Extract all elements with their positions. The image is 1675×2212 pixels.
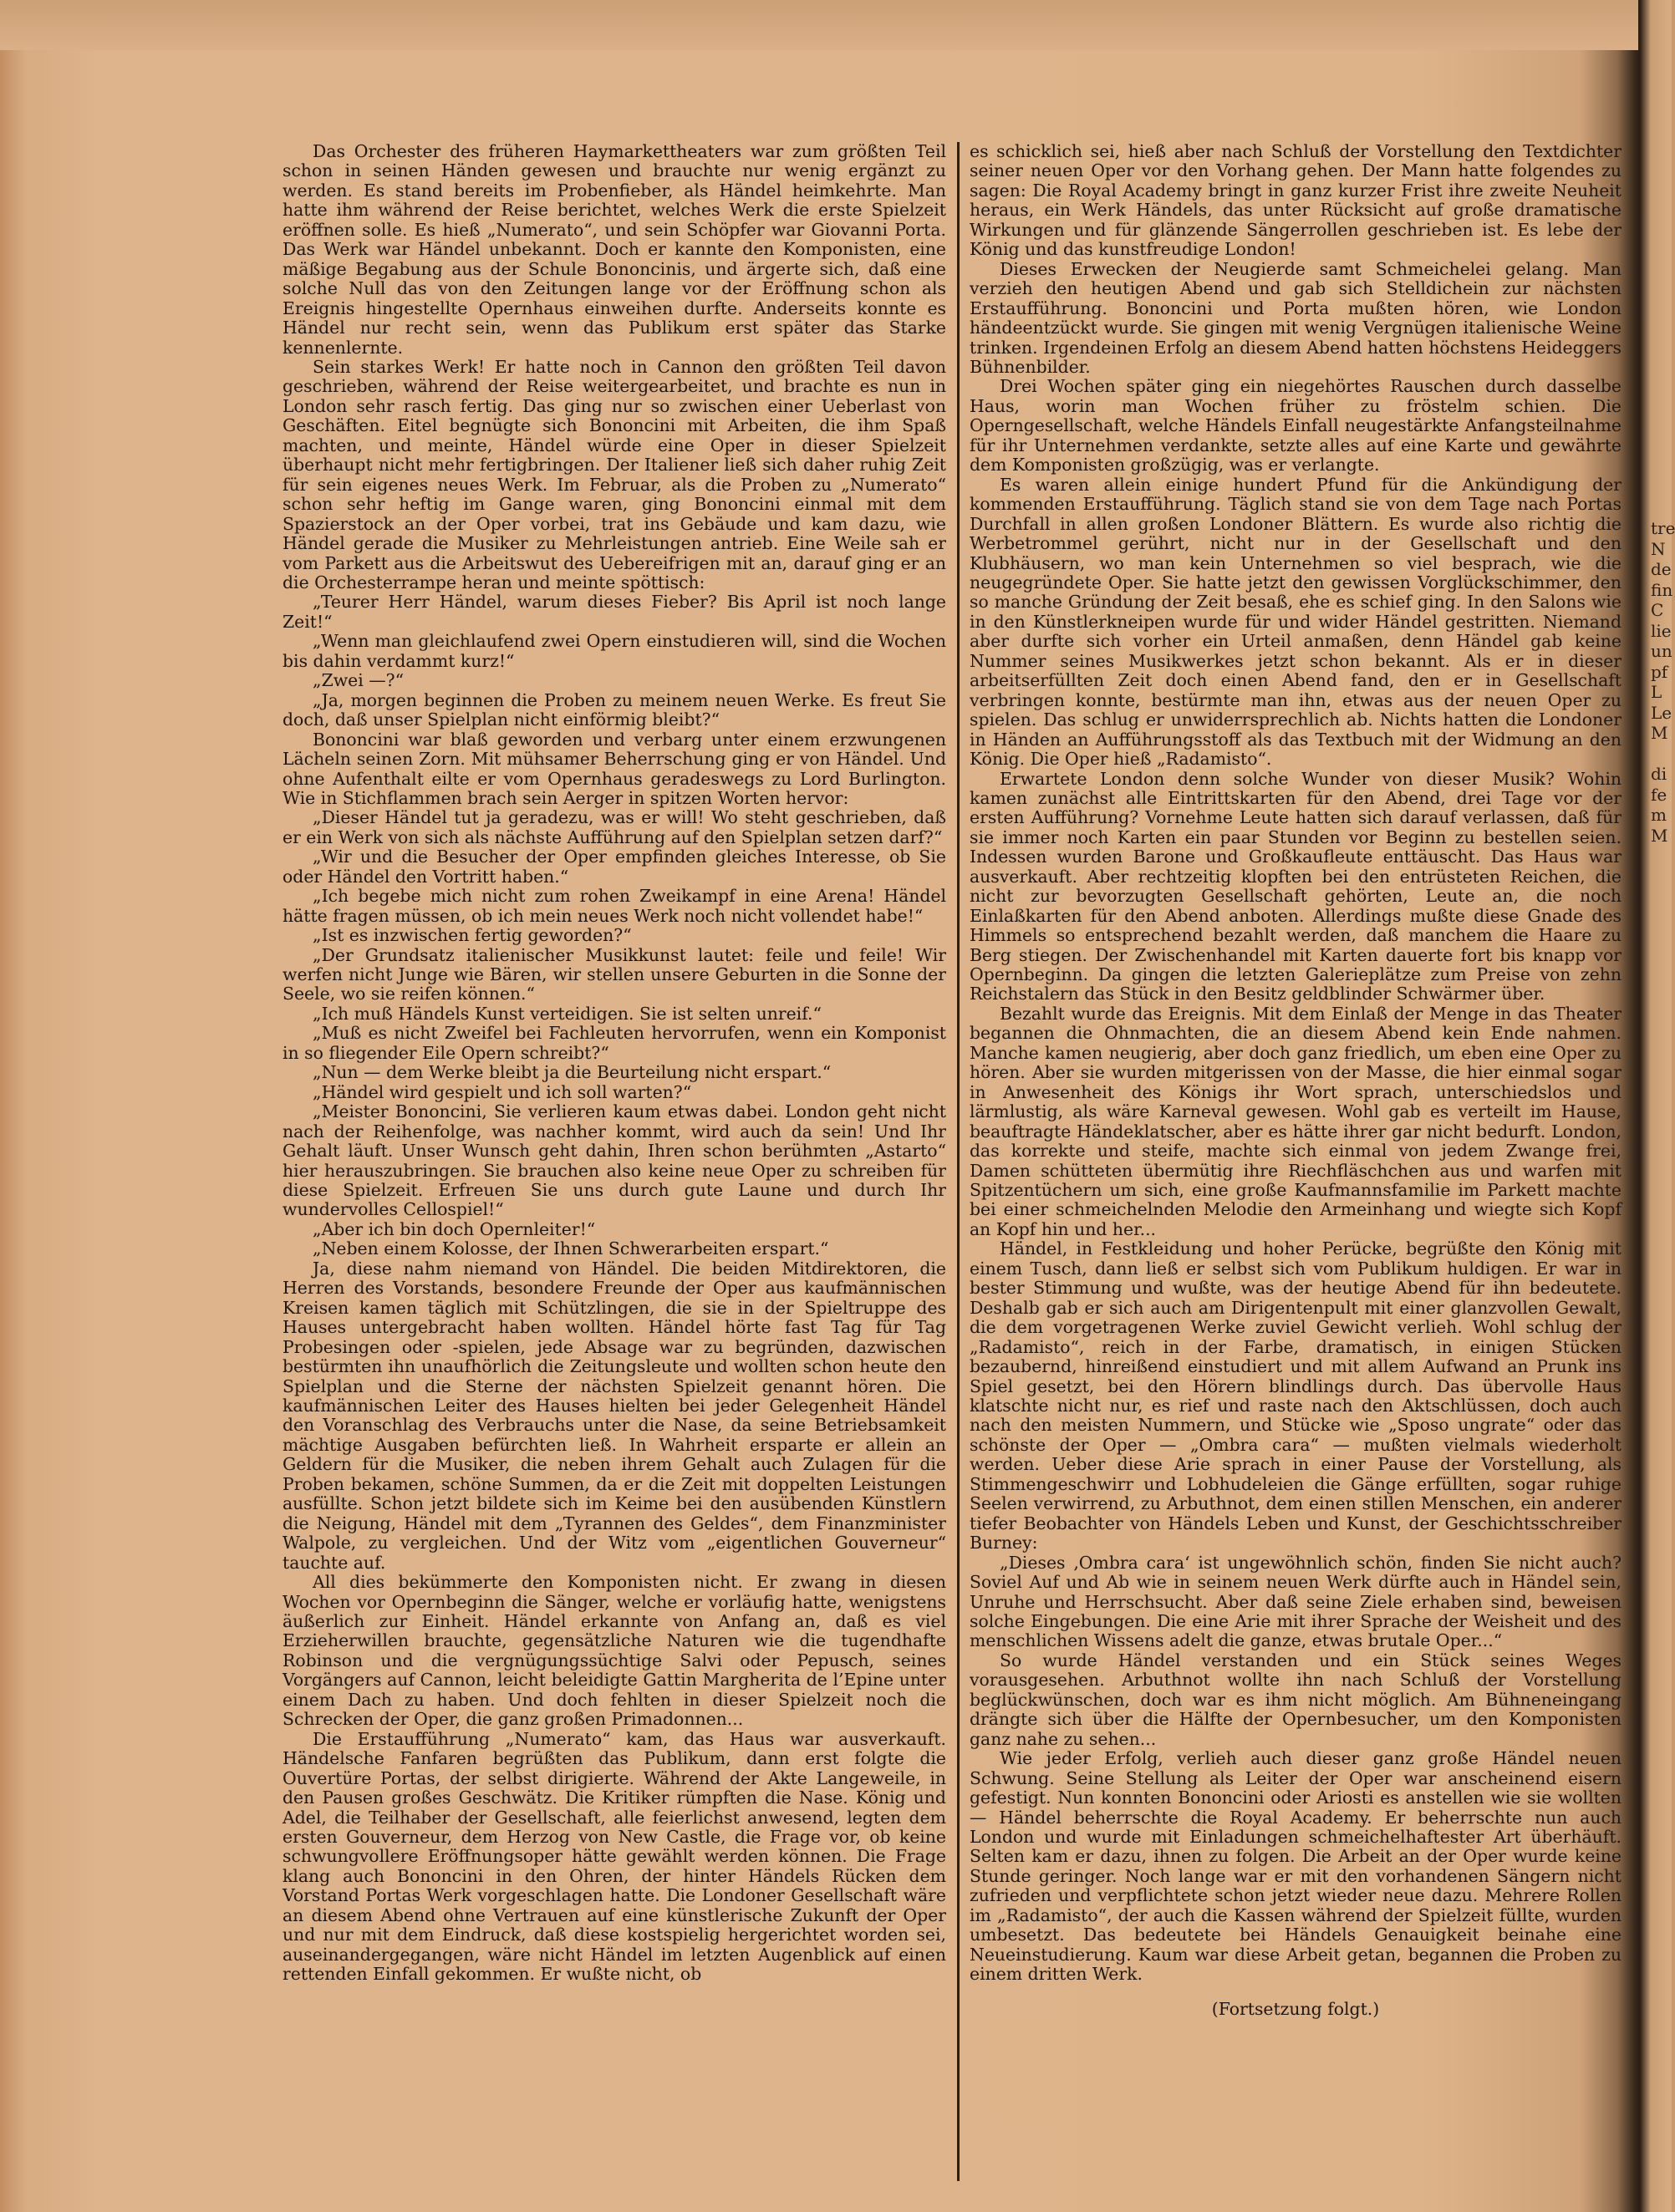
paragraph: Bononcini war blaß geworden und verbarg unter einem erzwungenen Lächeln seinen Zorn. Mit mühsamer Beherrschung ging er von Händel. Und ohne Aufenthalt eilte er vom Opernhaus geradeswegs zu Lord Burlington. Wie in Stichflammen brach sein Aerger in spitzen Worten hervor: xyxy=(283,729,946,808)
paragraph: Ja, diese nahm niemand von Händel. Die beiden Mitdirektoren, die Herren des Vorstands, besondere Freunde der Oper aus kaufmännischen Kreisen kamen täglich mit Schützlingen, die sie in der Spieltruppe des Hauses untergebracht haben wollten. Händel hörte fast Tag für Tag Probesingen oder -spielen, jede Absage war zu begründen, dazwischen bestürmten ihn unaufhörlich die Zeitungsleute und wollten schon heute den Spielplan und die Sterne der nächsten Spielzeit genannt hören. Die kaufmännischen Leiter des Hauses hielten bei jeder Gelegenheit Händel den Voranschlag des Verbrauchs unter die Nase, da seine Betriebsamkeit mächtige Ausgaben befürchten ließ. In Wahrheit ersparte er allein an Geldern für die Musiker, die neben ihrem Gehalt auch Zulagen für die Proben bekamen, schöne Summen, da er die Zeit mit doppelten Leistungen ausfüllte. Schon jetzt bildete sich im Keime bei den ausübenden Künstlern die Neigung, Händel mit dem „Tyrannen des Geldes“, dem Finanzminister Walpole, zu vergleichen. Und der Witz vom „eigentlichen Gouverneur“ tauchte auf. xyxy=(283,1258,946,1573)
paragraph: Erwartete London denn solche Wunder von dieser Musik? Wohin kamen zunächst alle Eintrittskarten für den Abend, drei Tage vor der ersten Aufführung? Vornehme Leute hatten sich darauf verlassen, daß für sie immer noch Karten ein paar Stunden vor Beginn zu bestellen seien. Indessen wurden Barone und Großkaufleute enttäuscht. Das Haus war ausverkauft. Aber rechtzeitig klopften bei den entrüsteten Reichen, die nicht zur bevorzugten Gesellschaft gehörten, Leute an, die noch Einlaßkarten für den Abend anboten. Allerdings mußte diese Gnade des Himmels so entsprechend bezahlt werden, daß manchem die Haare zu Berg stiegen. Der Zwischenhandel mit Karten dauerte fort bis knapp vor Opernbeginn. Da gingen die letzten Galerieplätze zum Preise von zehn Reichstalern das Stück in den Besitz geldblinder Schwärmer über. xyxy=(970,768,1622,1004)
paragraph: Das Orchester des früheren Haymarkettheaters war zum größten Teil schon in seinen Händen gewesen und brauchte nur wenig ergänzt zu werden. Es stand bereits im Probenfieber, als Händel heimkehrte. Man hatte ihm während der Reise berichtet, welches Werk die erste Spielzeit eröffnen solle. Es hieß „Numerato“, und sein Schöpfer war Giovanni Porta. Das Werk war Händel unbekannt. Doch er kannte den Komponisten, eine mäßige Begabung aus der Schule Bononcinis, und ärgerte sich, daß eine solche Null das von den Zeitungen lange vor der Eröffnung schon als Ereignis hingestellte Opernhaus einweihen durfte. Anderseits konnte es Händel nur recht sein, wenn das Publikum erst später das Starke kennenlernte. xyxy=(283,141,946,358)
paragraph: „Wir und die Besucher der Oper empfinden gleiches Interesse, ob Sie oder Händel den Vortritt haben.“ xyxy=(283,847,946,887)
paragraph: „Muß es nicht Zweifel bei Fachleuten hervorrufen, wenn ein Komponist in so fliegender Eile Opern schreibt?“ xyxy=(283,1023,946,1063)
paragraph: All dies bekümmerte den Komponisten nicht. Er zwang in diesen Wochen vor Opernbeginn die Sänger, welche er vorläufig hatte, wenigstens äußerlich zur Einheit. Händel erkannte von Anfang an, daß es viel Erzieherwillen brauchte, gegensätzliche Naturen wie die tugendhafte Robinson und die vergnügungssüchtige Salvi oder Pepusch, seines Vorgängers auf Cannon, leicht beleidigte Gattin Margherita de l’Epine unter einem Dach zu haben. Und doch fehlten in dieser Spielzeit noch die Schrecken der Oper, die ganz großen Primadonnen... xyxy=(283,1572,946,1730)
paragraph: „Ist es inzwischen fertig geworden?“ xyxy=(313,925,632,946)
paragraph: Die Erstaufführung „Numerato“ kam, das Haus war ausverkauft. Händelsche Fanfaren begrüßten das Publikum, dann erst folgte die Ouvertüre Portas, der selbst dirigierte. Während der Akte Langeweile, in den Pausen großes Geschwätz. Die Kritiker rümpften die Nase. König und Adel, die Teilhaber der Gesellschaft, alle feierlichst anwesend, legten dem ersten Gouverneur, dem Herzog von New Castle, die Frage vor, ob keine schwungvollere Eröffnungsoper hätte gewählt werden können. Die Frage klang auch Bononcini in den Ohren, der hinter Händels Rücken dem Vorstand Portas Werk vorgeschlagen hatte. Die Londoner Gesellschaft wäre an diesem Abend ohne Vertrauen auf eine künstlerische Zukunft der Oper und nur mit dem Eindruck, daß diese kostspielig hergerichtet worden sei, auseinandergegangen, wäre nicht Händel im letzten Augenblick auf einen rettenden Einfall gekommen. Er wußte nicht, ob xyxy=(283,1728,946,1985)
column-divider xyxy=(957,142,960,2181)
paragraph: Händel, in Festkleidung und hoher Perücke, begrüßte den König mit einem Tusch, dann ließ er selbst sich vom Publikum huldigen. Er war in bester Stimmung und wußte, was der heutige Abend für ihn bedeutete. Deshalb gab er sich auch am Dirigentenpult mit einer glanzvollen Gewalt, die dem vorgetragenen Werke zuviel Gewicht verlieh. Wohl schlug der „Radamisto“, reich in der Farbe, dramatisch, in einigen Stücken bezaubernd, hinreißend einstudiert und mit allem Aufwand an Prunk ins Spiel gesetzt, bei den Hörern blindlings durch. Das übervolle Haus klatschte nicht nur, es rief und raste nach den Aktschlüssen, doch auch nach den meisten Nummern, und Stücke wie „Sposo ungrate“ oder das schönste der Oper — „Ombra cara“ — mußten vielmals wiederholt werden. Ueber diese Arie sprach in einer Pause der Vorstellung, als Stimmengeschwirr und Lobhudeleien die Gänge erfüllten, sogar ruhige Seelen verwirrend, zu Arbuthnot, dem einen stillen Menschen, ein anderer tiefer Beobachter von Händels Leben und Kunst, der Geschichtsschreiber Burney: xyxy=(970,1238,1622,1553)
paragraph: „Teurer Herr Händel, warum dieses Fieber? Bis April ist noch lange Zeit!“ xyxy=(283,592,946,632)
paragraph: So wurde Händel verstanden und ein Stück seines Weges vorausgesehen. Arbuthnot wollte ihn nach Schluß der Vorstellung beglückwünschen, doch war es ihm nicht möglich. Am Bühneneingang drängte sich über die Hälfte der Opernbesucher, um den Komponisten ganz nahe zu sehen... xyxy=(970,1650,1622,1749)
paragraph: Bezahlt wurde das Ereignis. Mit dem Einlaß der Menge in das Theater begannen die Ohnmachten, die an diesem Abend kein Ende nahmen. Manche kamen neugierig, aber doch ganz friedlich, um eben eine Oper zu hören. Aber sie wurden mitgerissen von der Masse, die hier einmal sogar in Anwesenheit des Königs ihr Wort sprach, unterschiedslos und lärmlustig, als wäre Karneval gewesen. Wohl gab es verteilt im Hause, beauftragte Händeklatscher, aber es hätte ihrer gar nicht bedurft. London, das korrekte und steife, machte sich einmal von jedem Zwange frei, Damen schütteten übermütig ihre Riechfläschchen aus und warfen mit Spitzentüchern um sich, eine große Kaufmannsfamilie im Parkett machte bei einer schmeichelnden Melodie den Armeinhang und wiegte sich Kopf an Kopf hin und her... xyxy=(970,1003,1622,1239)
paragraph: Wie jeder Erfolg, verlieh auch dieser ganz große Händel neuen Schwung. Seine Stellung als Leiter der Oper war anscheinend eisern gefestigt. Nun konnten Bononcini oder Ariosti es anstellen wie sie wollten — Händel beherrschte die Royal Academy. Er beherrschte nun auch London und wurde mit Einladungen schmeichelhaftester Art überhäuft. Selten kam er dazu, ihnen zu folgen. Die Arbeit an der Oper wurde keine Stunde geringer. Noch lange war er mit den vorhandenen Sängern nicht zufrieden und verpflichtete schon jetzt wieder neue dazu. Mehrere Rollen im „Radamisto“, der auch die Kassen während der Spielzeit füllte, wurden umbesetzt. Das bedeutete bei Händels Genauigkeit beinahe eine Neueinstudierung. Kaum war diese Arbeit getan, begannen die Proben zu einem dritten Werk. xyxy=(970,1748,1622,1985)
continuation-note: (Fortsetzung folgt.) xyxy=(1211,1998,1380,2019)
paragraph: „Dieses ‚Ombra cara‘ ist ungewöhnlich schön, finden Sie nicht auch? Soviel Auf und Ab wie in seinem neuen Werk dürfte auch in Händel sein, Unruhe und Herrschsucht. Aber daß seine Ziele erhaben sind, beweisen solche Eingebungen. Die eine Arie mit ihrer Sprache der Weisheit und des menschlichen Wissens adelt die ganze, etwas brutale Oper...“ xyxy=(970,1552,1622,1651)
paragraph: „Der Grundsatz italienischer Musikkunst lautet: feile und feile! Wir werfen nicht Junge wie Bären, wir stellen unsere Geburten in die Sonne der Seele, wo sie reifen können.“ xyxy=(283,944,946,1004)
paragraph: „Neben einem Kolosse, der Ihnen Schwerarbeiten erspart.“ xyxy=(313,1238,829,1259)
paragraph: „Dieser Händel tut ja geradezu, was er will! Wo steht geschrieben, daß er ein Werk von sich als nächste Aufführung auf den Spielplan setzen darf?“ xyxy=(283,807,946,847)
paragraph: „Wenn man gleichlaufend zwei Opern einstudieren will, sind die Wochen bis dahin verdammt kurz!“ xyxy=(283,631,946,671)
next-page-text-fragment: tre N de fin C lie un pf L Le M di fe m M xyxy=(1651,518,1675,846)
paragraph: Drei Wochen später ging ein niegehörtes Rauschen durch dasselbe Haus, worin man Wochen früher zu fröstelm schien. Die Operngesellschaft, welche Händels Einfall neugestärkte Anfangsteilnahme für ihr Unternehmen verdankte, setzte alles auf eine Karte und gewährte dem Komponisten großzügig, was er verlangte. xyxy=(970,376,1622,475)
paragraph: Sein starkes Werk! Er hatte noch in Cannon den größten Teil davon geschrieben, während der Reise weitergearbeitet, und brachte es nun in London sehr rasch fertig. Das ging nur so zwischen einer Ueberlast von Geschäften. Eitel begnügte sich Bononcini mit Arbeiten, die ihm Spaß machten, und meinte, Händel würde eine Oper in dieser Spielzeit überhaupt nicht mehr fertigbringen. Der Italiener ließ sich daher ruhig Zeit für sein eigenes neues Werk. Im Februar, als die Proben zu „Numerato“ schon sehr heftig im Gange waren, ging Bononcini einmal mit dem Spazierstock an der Oper vorbei, trat ins Gebäude und kam dazu, wie Händel gerade die Musiker zu Mehrleistungen antrieb. Eine Weile sah er vom Parkett aus die Arbeitswut des Uebereifrigen mit an, darauf ging er an die Orchesterrampe heran und meinte spöttisch: xyxy=(283,356,946,592)
paragraph: „Aber ich bin doch Opernleiter!“ xyxy=(313,1218,596,1239)
paragraph: es schicklich sei, hieß aber nach Schluß der Vorstellung den Textdichter seiner neuen Oper vor den Vorhang gehen. Der Mann hatte folgendes zu sagen: Die Royal Academy bringt in ganz kurzer Frist ihre zweite Neuheit heraus, ein Werk Händels, das unter Rücksicht auf große dramatische Wirkungen und für glänzende Sängerrollen geschrieben ist. Es lebe der König und das kunstfreudige London! xyxy=(970,141,1622,260)
paragraph: „Ich muß Händels Kunst verteidigen. Sie ist selten unreif.“ xyxy=(313,1003,822,1024)
paragraph: „Nun — dem Werke bleibt ja die Beurteilung nicht erspart.“ xyxy=(313,1062,832,1083)
paragraph: Dieses Erwecken der Neugierde samt Schmeichelei gelang. Man verzieh den heutigen Abend und gab sich Stelldichein zur nächsten Erstaufführung. Bononcini und Porta mußten hören, wie London händeentzückt wurde. Sie gingen mit wenig Vergnügen italienische Weine trinken. Irgendeinen Erfolg an diesem Abend hatten höchstens Heideggers Bühnenbilder. xyxy=(970,258,1622,377)
paragraph: „Ich begebe mich nicht zum rohen Zweikampf in eine Arena! Händel hätte fragen müssen, ob ich mein neues Werk noch nicht vollendet habe!“ xyxy=(283,886,946,926)
paragraph: „Händel wird gespielt und ich soll warten?“ xyxy=(313,1081,692,1102)
paragraph: „Ja, morgen beginnen die Proben zu meinem neuen Werke. Es freut Sie doch, daß unser Spielplan nicht einförmig bleibt?“ xyxy=(283,689,946,730)
article-column-1 xyxy=(283,142,946,1985)
paragraph: „Meister Bononcini, Sie verlieren kaum etwas dabei. London geht nicht nach der Reihenfolge, was nachher kommt, wird auch da sein! Und Ihr Gehalt läuft. Unser Wunsch geht dahin, Ihren schon berühmten „Astarto“ hier herauszubringen. Sie brauchen also keine neue Oper zu schreiben für diese Spielzeit. Erfreuen Sie uns durch gute Laune und durch Ihr wundervolles Cellospiel!“ xyxy=(283,1101,946,1220)
paragraph: Es waren allein einige hundert Pfund für die Ankündigung der kommenden Erstaufführung. Täglich stand sie von dem Tage nach Portas Durchfall in allen großen Londoner Blättern. Es wurde also richtig die Werbetrommel gerührt, nicht nur in der Gesellschaft und den Klubhäusern, wo man kein Unternehmen so viel besprach, wie die neugegründete Oper. Sie hatte jetzt den gewissen Vorglückschimmer, den so manche Gründung der Zeit besaß, ehe es schief ging. In den Salons wie in den Künstlerkneipen wurde für und wider Händel gestritten. Niemand aber durfte sich vorher ein Urteil anmaßen, denn Händel gab keine Nummer seines Musikwerkes jetzt schon bekannt. Als er in dieser arbeitserfüllten Zeit doch einen Abend fand, den er in Gesellschaft verbringen konnte, bestürmte man ihn, etwas aus der neuen Oper zu spielen. Das schlug er unwiderrsprechlich ab. Nichts hatten die Londoner in Händen an Aufführungsstoff als das Textbuch mit der Widmung an den König. Die Oper hieß „Radamisto“. xyxy=(970,474,1622,770)
article-column-2 xyxy=(970,142,1622,2019)
paragraph: „Zwei —?“ xyxy=(313,670,405,691)
page-top-edge xyxy=(0,0,1638,50)
